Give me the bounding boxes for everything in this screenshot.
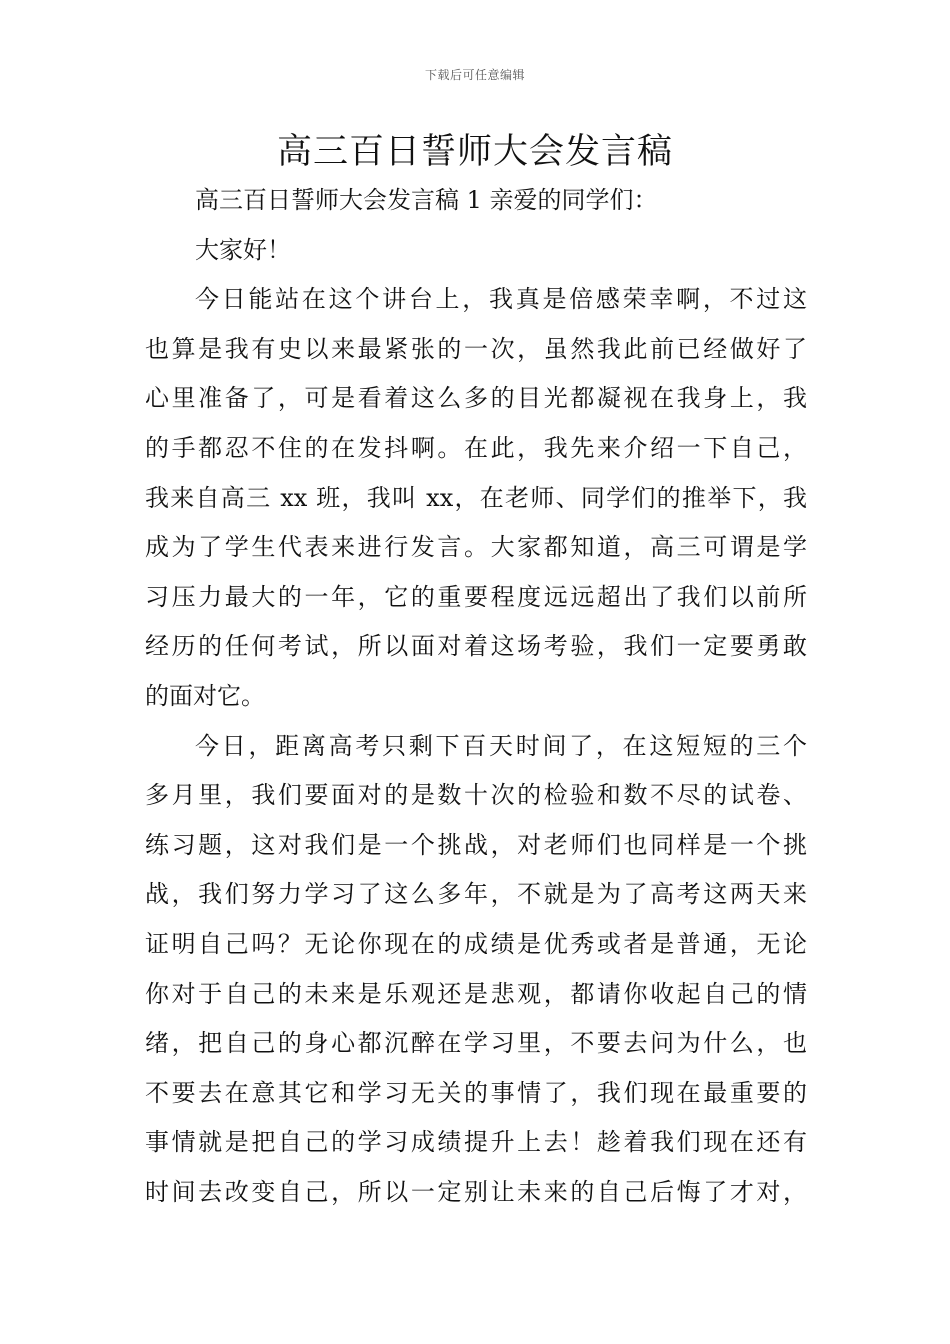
body-line: 时间去改变自己，所以一定别让未来的自己后悔了才对，	[145, 1177, 807, 1206]
body-line: 多月里，我们要面对的是数十次的检验和数不尽的试卷、	[145, 781, 807, 810]
body-line: 绪，把自己的身心都沉醉在学习里，不要去问为什么，也	[145, 1029, 807, 1058]
document-title: 高三百日誓师大会发言稿	[276, 132, 673, 172]
body-line: 经历的任何考试，所以面对着这场考验，我们一定要勇敢	[145, 632, 807, 661]
body-line: 战，我们努力学习了这么多年，不就是为了高考这两天来	[145, 880, 807, 909]
body-line: 练习题，这对我们是一个挑战，对老师们也同样是一个挑	[145, 830, 807, 859]
body-line: 事情就是把自己的学习成绩提升上去！趁着我们现在还有	[145, 1128, 807, 1157]
body-line: 成为了学生代表来进行发言。大家都知道，高三可谓是学	[145, 533, 807, 562]
body-line: 今日，距离高考只剩下百天时间了，在这短短的三个	[195, 731, 807, 760]
body-line: 你对于自己的未来是乐观还是悲观，都请你收起自己的情	[145, 979, 807, 1008]
body-line: 今日能站在这个讲台上，我真是倍感荣幸啊，不过这	[195, 285, 807, 314]
body-line: 大家好！	[195, 235, 291, 264]
body-line: 心里准备了，可是看着这么多的目光都凝视在我身上，我	[145, 384, 807, 413]
header-note: 下载后可任意编辑	[424, 68, 525, 82]
body-line: 证明自己吗？无论你现在的成绩是优秀或者是普通，无论	[145, 929, 807, 958]
body-line: 的手都忍不住的在发抖啊。在此，我先来介绍一下自己，	[145, 433, 807, 462]
body-line: 习压力最大的一年，它的重要程度远远超出了我们以前所	[145, 582, 807, 611]
body-line: 的面对它。	[145, 681, 265, 710]
document-body	[145, 176, 807, 1217]
body-line: 我来自高三 xx 班，我叫 xx，在老师、同学们的推举下，我	[145, 483, 807, 512]
body-line: 不要去在意其它和学习无关的事情了，我们现在最重要的	[145, 1078, 807, 1107]
body-line: 也算是我有史以来最紧张的一次，虽然我此前已经做好了	[145, 334, 807, 363]
body-line: 高三百日誓师大会发言稿 1 亲爱的同学们：	[195, 186, 658, 214]
